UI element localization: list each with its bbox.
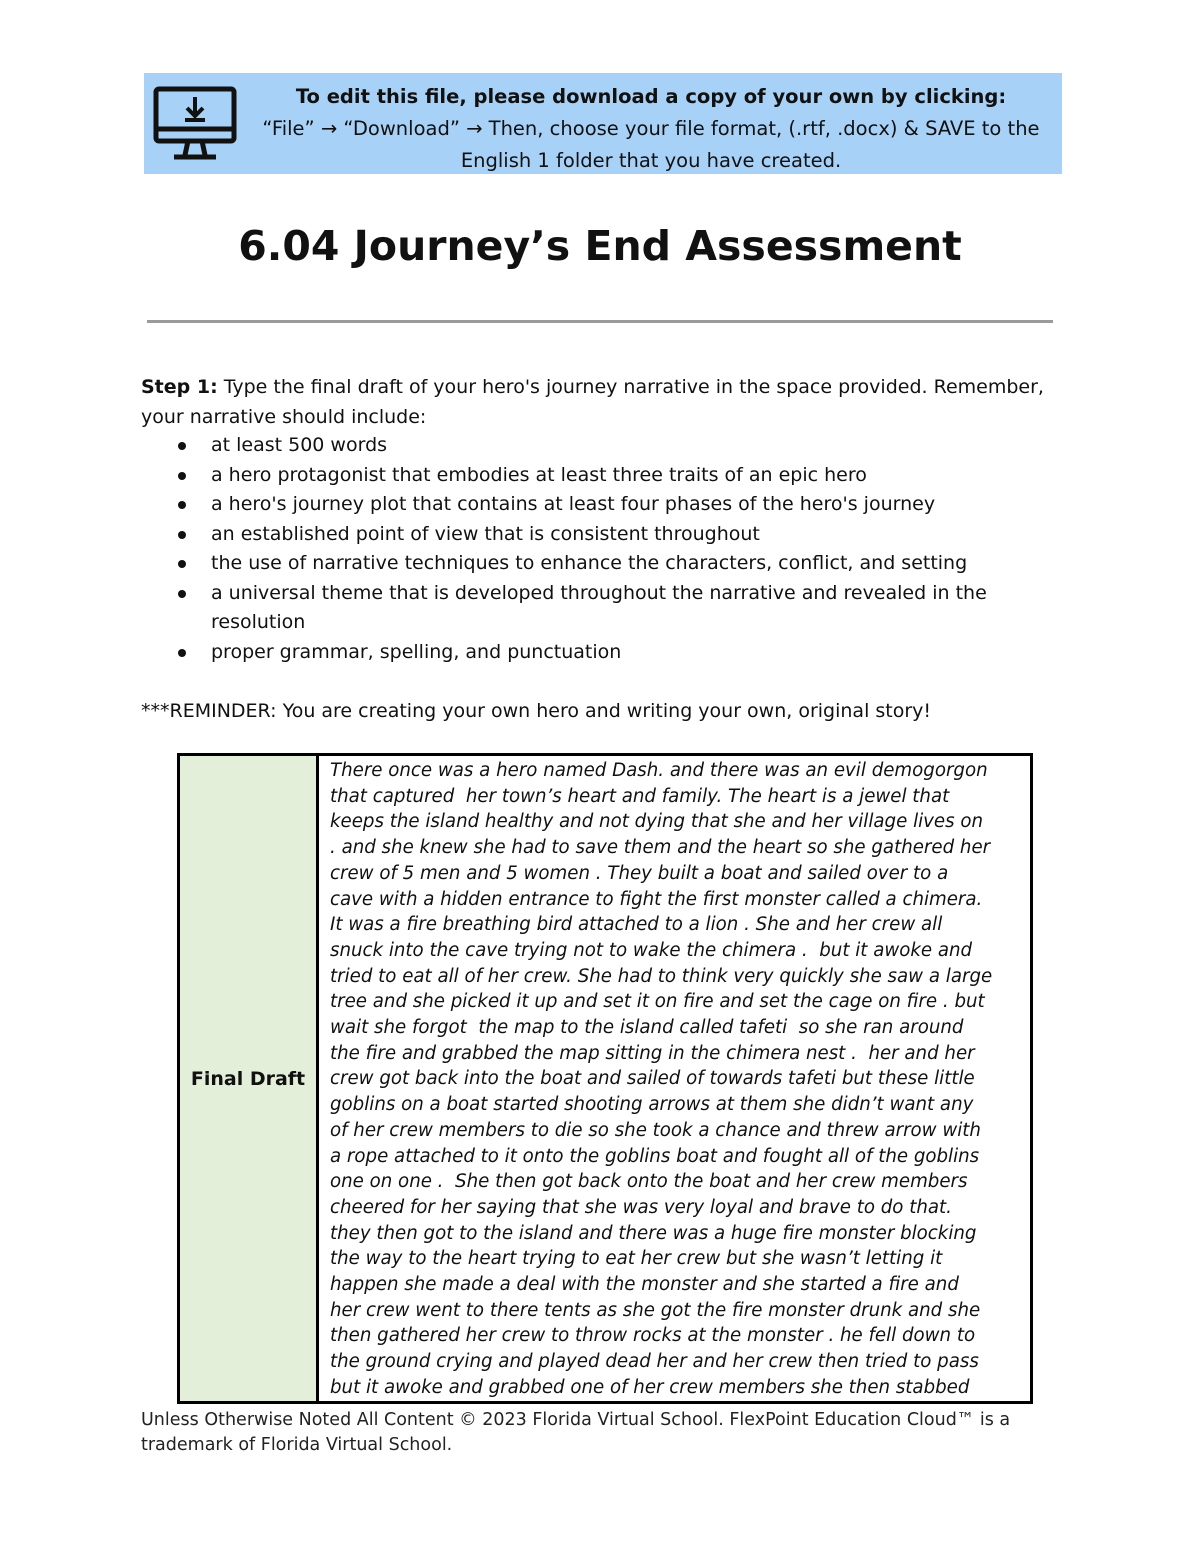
list-item: proper grammar, spelling, and punctuation xyxy=(141,638,1061,668)
bullet-icon xyxy=(178,531,186,539)
banner-line-2: “File” → “Download” → Then, choose your file format, (.rtf, .docx) & SAVE to the xyxy=(262,117,1040,140)
narrative-line: snuck into the cave trying not to wake the chimera . but it awoke and xyxy=(330,939,973,961)
list-item: a hero protagonist that embodies at least three traits of an epic hero xyxy=(141,461,1061,491)
narrative-line: tree and she picked it up and set it on fire and set the cage on fire . but xyxy=(330,991,985,1013)
narrative-line: crew got back into the boat and sailed of towards tafeti but these little xyxy=(330,1068,975,1090)
narrative-line: that captured her town’s heart and family. The heart is a jewel that xyxy=(330,785,950,807)
bullet-icon xyxy=(178,560,186,568)
narrative-line: tried to eat all of her crew. She had to think very quickly she saw a large xyxy=(330,965,993,987)
narrative-line: a rope attached to it onto the goblins boat and fought all of the goblins xyxy=(330,1145,980,1167)
final-draft-table xyxy=(177,753,1033,1404)
bullet-icon xyxy=(178,472,186,480)
footer-line-2: trademark of Florida Virtual School. xyxy=(141,1435,453,1455)
narrative-line: keeps the island healthy and not dying that she and her village lives on xyxy=(330,811,984,833)
bullet-icon xyxy=(178,649,186,657)
narrative-line: It was a fire breathing bird attached to a lion . She and her crew all xyxy=(330,914,943,936)
narrative-line: cheered for her saying that she was very loyal and brave to do that. xyxy=(330,1196,952,1218)
list-item: a hero's journey plot that contains at least four phases of the hero's journey xyxy=(141,490,1061,520)
narrative-line: wait she forgot the map to the island called tafeti so she ran around xyxy=(330,1017,964,1039)
bullet-icon xyxy=(178,442,186,450)
narrative-line: but it awoke and grabbed one of her crew members she then stabbed xyxy=(330,1376,970,1398)
narrative-line: crew of 5 men and 5 women . They built a boat and sailed over to a xyxy=(330,862,949,884)
narrative-line: of her crew members to die so she took a chance and threw arrow with xyxy=(330,1119,981,1141)
narrative-line: the fire and grabbed the map sitting in the chimera nest . her and her xyxy=(330,1042,975,1064)
narrative-line: happen she made a deal with the monster and she started a fire and xyxy=(330,1274,959,1296)
final-draft-label: Final Draft xyxy=(180,756,319,1401)
narrative-line: her crew went to there tents as she got the fire monster drunk and she xyxy=(330,1299,981,1321)
banner-text xyxy=(244,81,1058,177)
narrative-line: . and she knew she had to save them and the heart so she gathered her xyxy=(330,837,991,859)
narrative-line: then gathered her crew to throw rocks at the monster . he fell down to xyxy=(330,1325,976,1347)
requirements-list xyxy=(141,431,1061,667)
title-divider xyxy=(147,320,1053,323)
reminder-text: ***REMINDER: You are creating your own hero and writing your own, original story! xyxy=(141,700,932,722)
bullet-icon xyxy=(178,501,186,509)
final-draft-text[interactable] xyxy=(330,758,1024,1401)
banner-line-3: English 1 folder that you have created. xyxy=(460,149,842,172)
banner-line-1: To edit this file, please download a copy of your own by clicking: xyxy=(295,85,1007,108)
step-1-text: Type the final draft of your hero's journey narrative in the space provided. Remember, your narrative should include: xyxy=(141,376,1044,428)
narrative-line: the ground crying and played dead her and her crew then tried to pass xyxy=(330,1351,979,1373)
list-item: the use of narrative techniques to enhance the characters, conflict, and setting xyxy=(141,549,1061,579)
narrative-line: goblins on a boat started shooting arrows at them she didn’t want any xyxy=(330,1094,974,1116)
narrative-line: one on one . She then got back onto the boat and her crew members xyxy=(330,1171,968,1193)
page-title: 6.04 Journey’s End Assessment xyxy=(238,222,962,270)
download-monitor-icon xyxy=(152,85,240,163)
copyright-footer xyxy=(141,1408,1041,1458)
narrative-line: There once was a hero named Dash. and there was an evil demogorgon xyxy=(330,760,988,781)
list-item: a universal theme that is developed throughout the narrative and revealed in the resolution xyxy=(141,579,1061,638)
narrative-line: the way to the heart trying to eat her crew but she wasn’t letting it xyxy=(330,1248,943,1270)
step-1-instructions xyxy=(141,373,1061,432)
footer-line-1: Unless Otherwise Noted All Content © 2023 Florida Virtual School. FlexPoint Education Cloud™ is a xyxy=(141,1410,1011,1430)
list-item: an established point of view that is consistent throughout xyxy=(141,520,1061,550)
step-1-label: Step 1: xyxy=(141,376,218,398)
narrative-line: they then got to the island and there was a huge fire monster blocking xyxy=(330,1222,977,1244)
bullet-icon xyxy=(178,590,186,598)
narrative-line: cave with a hidden entrance to fight the first monster called a chimera. xyxy=(330,888,983,910)
list-item: at least 500 words xyxy=(141,431,1061,461)
edit-instructions-banner xyxy=(144,73,1062,174)
